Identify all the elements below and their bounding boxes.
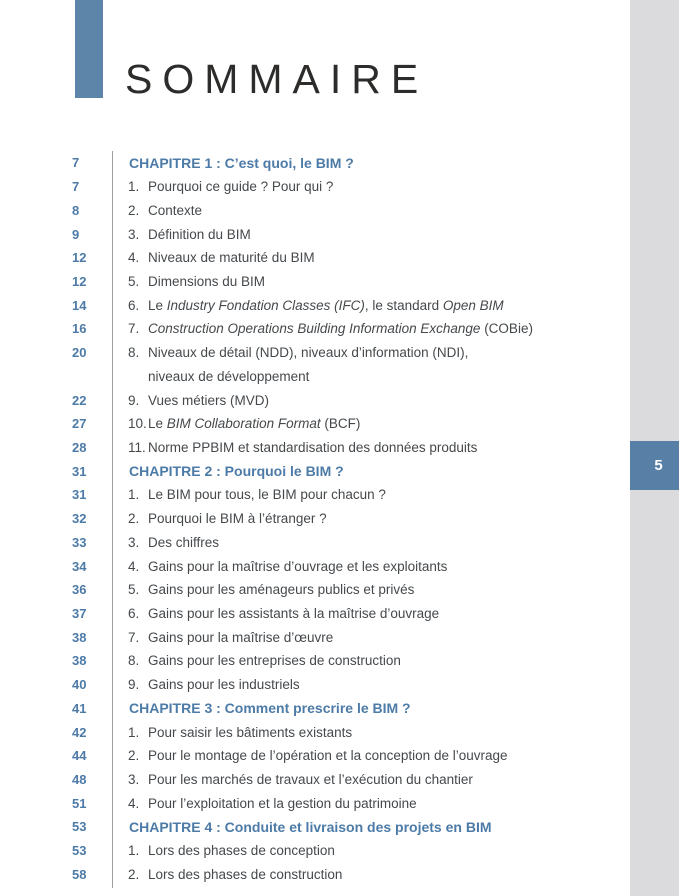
toc-entry (112, 203, 202, 218)
toc-row (0, 293, 630, 317)
toc-item-number: 1. (128, 179, 140, 195)
toc-row (0, 388, 630, 412)
toc-page-number: 32 (72, 511, 87, 527)
toc-entry-text: Dimensions du BIM (148, 273, 266, 289)
toc-item-number: 4. (128, 250, 140, 266)
toc-item-number: 6. (128, 297, 140, 313)
toc-row (0, 839, 630, 863)
toc-entry (112, 393, 269, 408)
toc-entry (112, 582, 414, 597)
toc-page-number: 38 (72, 629, 87, 645)
toc-entry (112, 487, 386, 502)
toc-row (0, 222, 630, 246)
toc-entry-text: Le BIM Collaboration Format (BCF) (148, 416, 361, 432)
toc-item-number: 1. (128, 724, 140, 740)
toc-page-number: 28 (72, 439, 87, 455)
toc-list (0, 151, 630, 886)
toc-entry (112, 725, 352, 740)
toc-row (0, 246, 630, 270)
page-number: 5 (654, 457, 663, 474)
toc-page-number: 48 (72, 772, 87, 788)
toc-item-number: 2. (128, 866, 140, 882)
toc-entry-text: Gains pour les aménageurs publics et privés (148, 582, 415, 598)
toc-page-number: 8 (72, 202, 80, 218)
toc-chapter-title (112, 155, 354, 171)
toc-entry-text: Niveaux de détail (NDD), niveaux d’information (NDI), (148, 345, 469, 361)
toc-entry-text: Vues métiers (MVD) (148, 392, 270, 408)
toc-page-number: 9 (72, 226, 80, 242)
toc-item-number: 4. (128, 558, 140, 574)
toc-entry-text: Gains pour la maîtrise d’œuvre (148, 629, 334, 645)
toc-item-number: 2. (128, 511, 140, 527)
toc-entry-text: Le Industry Fondation Classes (IFC), le standard Open BIM (148, 297, 504, 313)
toc-row (0, 815, 630, 839)
toc-row (0, 768, 630, 792)
toc-row (0, 744, 630, 768)
toc-entry (112, 274, 265, 289)
toc-chapter-title (112, 819, 492, 835)
toc-entry-text: Gains pour les entreprises de construction (148, 653, 401, 669)
toc-entry (112, 677, 300, 692)
toc-item-number: 5. (128, 273, 140, 289)
toc-entry (112, 653, 401, 668)
toc-row (0, 198, 630, 222)
toc-entry-text: Pour le montage de l’opération et la conception de l’ouvrage (148, 748, 508, 764)
toc-item-number: 1. (128, 843, 140, 859)
toc-entry-text: Lors des phases de conception (148, 843, 335, 859)
toc-entry-text: Pour saisir les bâtiments existants (148, 724, 353, 740)
toc-entry (112, 772, 473, 787)
toc-entry (112, 179, 333, 194)
toc-entry-text: CHAPITRE 2 : Pourquoi le BIM ? (129, 463, 344, 480)
toc-page-number: 14 (72, 297, 87, 313)
toc-item-number: 8. (128, 345, 140, 361)
title-accent-bar (75, 0, 103, 98)
toc-chapter-title (112, 700, 411, 716)
toc-row (0, 554, 630, 578)
toc-row (0, 791, 630, 815)
toc-page-number: 27 (72, 416, 87, 432)
toc-page-number: 40 (72, 677, 87, 693)
toc-row (0, 649, 630, 673)
toc-item-number: 5. (128, 582, 140, 598)
toc-row (0, 412, 630, 436)
toc-item-number: 4. (128, 795, 140, 811)
toc-page-number: 31 (72, 463, 87, 479)
toc-entry (112, 250, 315, 265)
toc-row (0, 436, 630, 460)
toc-chapter-title (112, 463, 344, 479)
toc-entry (112, 559, 447, 574)
toc-entry (112, 440, 477, 455)
toc-page-number: 7 (72, 179, 80, 195)
toc-item-number: 2. (128, 748, 140, 764)
toc-entry-text: Pour l’exploitation et la gestion du patrimoine (148, 795, 417, 811)
toc-entry-text: Lors des phases de construction (148, 866, 343, 882)
page-number-tab (630, 441, 679, 490)
toc-item-number: 9. (128, 392, 140, 408)
toc-page-number: 7 (72, 155, 80, 171)
toc-page-number: 34 (72, 558, 87, 574)
toc-item-number: 6. (128, 606, 140, 622)
toc-item-number: 10. (128, 416, 147, 432)
toc-entry (112, 843, 335, 858)
toc-page-number: 36 (72, 582, 87, 598)
toc-entry-text: Contexte (148, 202, 203, 218)
toc-page-number: 53 (72, 843, 87, 859)
toc-entry (112, 369, 309, 384)
toc-page-number: 42 (72, 724, 87, 740)
toc-page-number: 12 (72, 250, 87, 266)
toc-row (0, 578, 630, 602)
toc-item-number: 3. (128, 772, 140, 788)
toc-page-number: 51 (72, 795, 87, 811)
toc-entry (112, 630, 333, 645)
toc-entry (112, 535, 219, 550)
toc-entry-text: Norme PPBIM et standardisation des données produits (148, 439, 478, 455)
toc-entry-text: Pourquoi ce guide ? Pour qui ? (148, 179, 334, 195)
toc-entry (112, 227, 251, 242)
toc-entry-text: Construction Operations Building Information Exchange (COBie) (148, 321, 533, 337)
toc-item-number: 3. (128, 226, 140, 242)
toc-page-number: 16 (72, 321, 87, 337)
toc-row (0, 531, 630, 555)
toc-entry-text: CHAPITRE 3 : Comment prescrire le BIM ? (129, 700, 411, 717)
toc-entry (112, 345, 468, 360)
toc-item-number: 7. (128, 321, 140, 337)
toc-row (0, 483, 630, 507)
toc-row (0, 673, 630, 697)
toc-row (0, 364, 630, 388)
toc-row (0, 151, 630, 175)
toc-page-number: 58 (72, 866, 87, 882)
toc-entry (112, 298, 504, 313)
toc-entry (112, 867, 342, 882)
toc-entry (112, 796, 417, 811)
toc-entry-text: Pourquoi le BIM à l’étranger ? (148, 511, 327, 527)
toc-page-number: 12 (72, 273, 87, 289)
toc-entry (112, 511, 327, 526)
toc-row (0, 720, 630, 744)
toc-entry (112, 321, 533, 336)
toc-row (0, 317, 630, 341)
toc-item-number: 1. (128, 487, 140, 503)
toc-item-number: 9. (128, 677, 140, 693)
toc-page-number: 33 (72, 534, 87, 550)
toc-entry-text: Gains pour la maîtrise d’ouvrage et les exploitants (148, 558, 448, 574)
toc-entry (112, 606, 439, 621)
toc-page-number: 38 (72, 653, 87, 669)
toc-row (0, 341, 630, 365)
toc-row (0, 863, 630, 887)
toc-row (0, 625, 630, 649)
toc-page-number: 53 (72, 819, 87, 835)
toc-entry-text: Définition du BIM (148, 226, 251, 242)
toc-entry-text: CHAPITRE 1 : C’est quoi, le BIM ? (129, 154, 354, 171)
toc-item-number: 7. (128, 629, 140, 645)
toc-entry-text: Des chiffres (148, 534, 220, 550)
toc-item-number: 2. (128, 202, 140, 218)
toc-page-number: 20 (72, 345, 87, 361)
toc-row (0, 459, 630, 483)
page-title: SOMMAIRE (125, 56, 429, 102)
toc-entry (112, 416, 360, 431)
toc-entry-text: Gains pour les assistants à la maîtrise d’ouvrage (148, 606, 440, 622)
toc-page-number: 37 (72, 606, 87, 622)
toc-row (0, 175, 630, 199)
toc-item-number: 3. (128, 534, 140, 550)
toc-entry-text: Pour les marchés de travaux et l’exécution du chantier (148, 772, 473, 788)
toc-row (0, 602, 630, 626)
toc-row (0, 507, 630, 531)
toc-entry-text: CHAPITRE 4 : Conduite et livraison des projets en BIM (129, 818, 492, 835)
toc-entry-text: Le BIM pour tous, le BIM pour chacun ? (148, 487, 386, 503)
toc-item-number: 11. (128, 439, 146, 455)
toc-entry-text: Gains pour les industriels (148, 677, 300, 693)
toc-item-number: 8. (128, 653, 140, 669)
toc-row (0, 270, 630, 294)
toc-entry (112, 748, 508, 763)
toc-entry-text: niveaux de développement (148, 368, 310, 384)
toc-row (0, 697, 630, 721)
toc-page-number: 22 (72, 392, 87, 408)
toc-page-number: 31 (72, 487, 87, 503)
toc-entry-text: Niveaux de maturité du BIM (148, 250, 315, 266)
toc-page-number: 44 (72, 748, 87, 764)
toc-page-number: 41 (72, 700, 87, 716)
